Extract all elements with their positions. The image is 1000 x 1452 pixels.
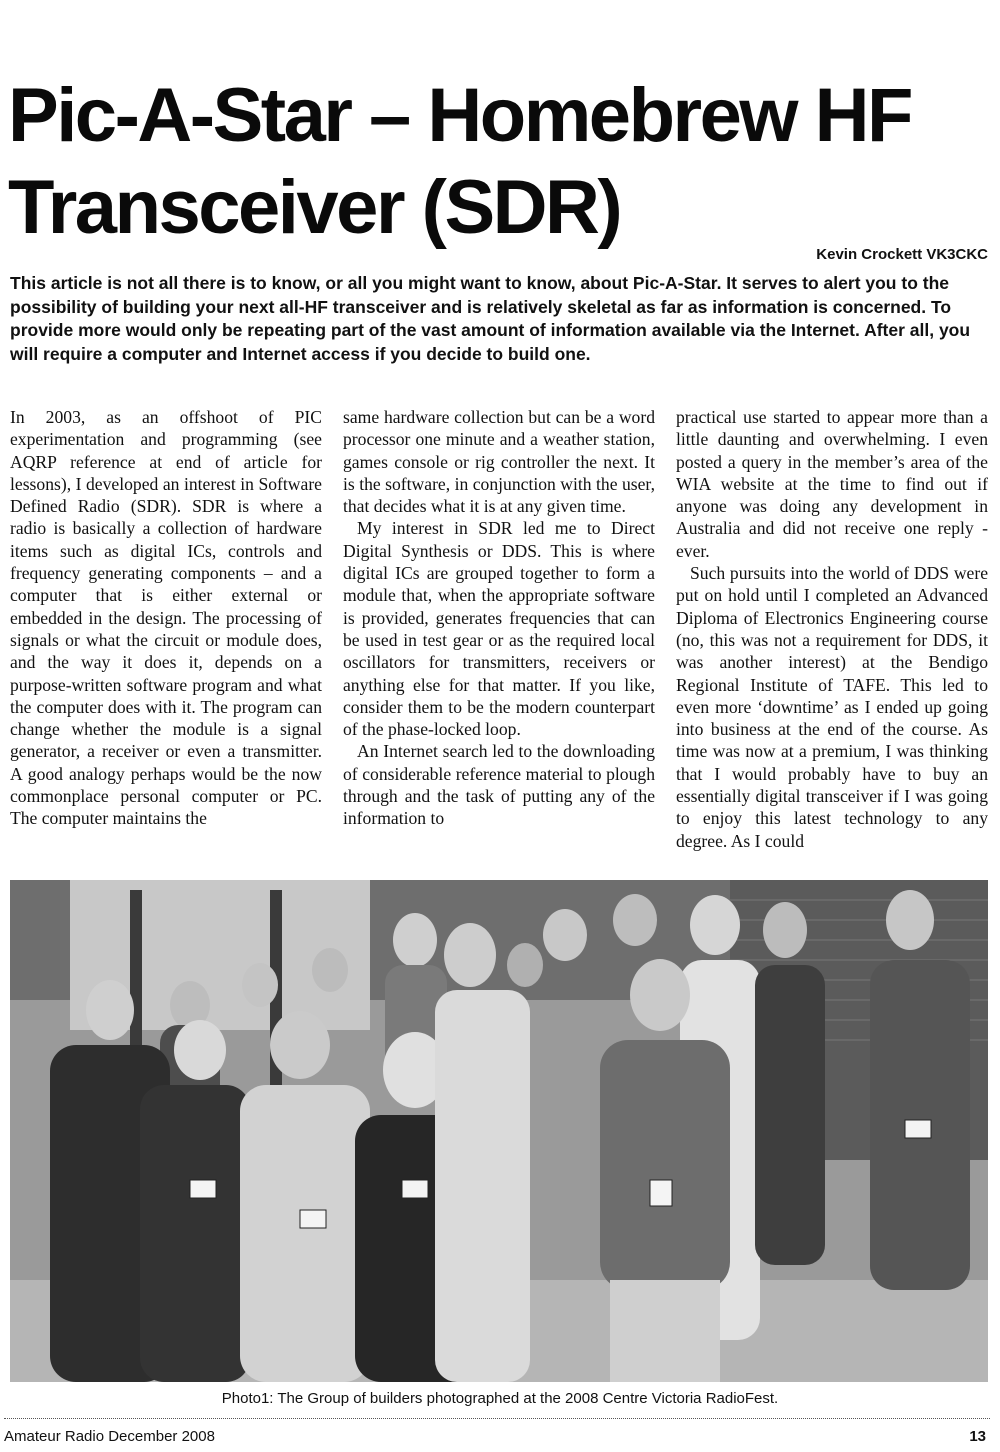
photo-caption: Photo1: The Group of builders photographed at the 2008 Centre Victoria RadioFest. — [221, 1390, 779, 1407]
group-photo-illustration — [10, 880, 988, 1382]
publication-footer: Amateur Radio December 2008 — [4, 1428, 215, 1445]
article-intro: This article is not all there is to know, or all you might want to know, about Pic-A-Star. It serves to alert you to the possibility of building your next all-HF transceiver and is relatively skeletal as far as information is concerned. To provide more would only be repeating part of the vast amount of information available via the Internet. After all, you will require a computer and Internet access if you decide to build one. — [10, 273, 971, 364]
paragraph: Such pursuits into the world of DDS were put on hold until I completed an Advanced Diploma of Electronics Engineering course (no, this was not a requirement for DDS, it was another interest) at the Bendigo Regional Institute of TAFE. This led to even more ‘downtime’ as I ended up going into business at the end of the course. As time was now at a premium, I was thinking that I would probably have to buy an essentially digital transceiver if I was going to enjoy this latest technology to any degree. As I could — [676, 563, 988, 851]
paragraph: In 2003, as an offshoot of PIC experimentation and programming (see AQRP reference at end of article for lessons), I developed an interest in Software Defined Radio (SDR). SDR is where a radio is basically a collection of hardware items such as digital ICs, controls and frequency generating components – and a computer that is either external or embedded in the design. The processing of signals or what the circuit or module does, and the way it does it, depends on a purpose-written software program and what the computer does with it. The program can change whether the module is a signal generator, a receiver or even a transmitter. A good analogy perhaps would be the now commonplace personal computer or PC. The computer maintains the — [10, 407, 322, 829]
author-byline: Kevin Crockett VK3CKC — [816, 246, 988, 263]
text-column-2 — [343, 406, 655, 830]
text-column-1 — [10, 406, 322, 830]
text-column-3 — [676, 406, 988, 852]
article-title: Pic-A-Star – Homebrew HF Transceiver (SDR) — [8, 73, 911, 250]
footer-divider — [4, 1418, 990, 1419]
paragraph: An Internet search led to the downloading of considerable reference material to plough through and the task of putting any of the information to — [343, 741, 655, 829]
paragraph: practical use started to appear more than a little daunting and overwhelming. I even posted a query in the member’s area of the WIA website at the time to find out if anyone was doing any development in Australia and did not receive one reply - ever. — [676, 407, 988, 561]
paragraph: same hardware collection but can be a word processor one minute and a weather station, games console or rig controller the next. It is the software, in conjunction with the user, that decides what it is at any given time. — [343, 407, 655, 517]
group-photo — [10, 880, 988, 1382]
page-number: 13 — [969, 1428, 986, 1445]
paragraph: My interest in SDR led me to Direct Digital Synthesis or DDS. This is where digital ICs are grouped together to form a module that, when the appropriate software is provided, generates frequencies that can be used in test gear or as the required local oscillators for transmitters, receivers or anything else for that matter. If you like, consider them to be the modern counterpart of the phase-locked loop. — [343, 518, 655, 740]
